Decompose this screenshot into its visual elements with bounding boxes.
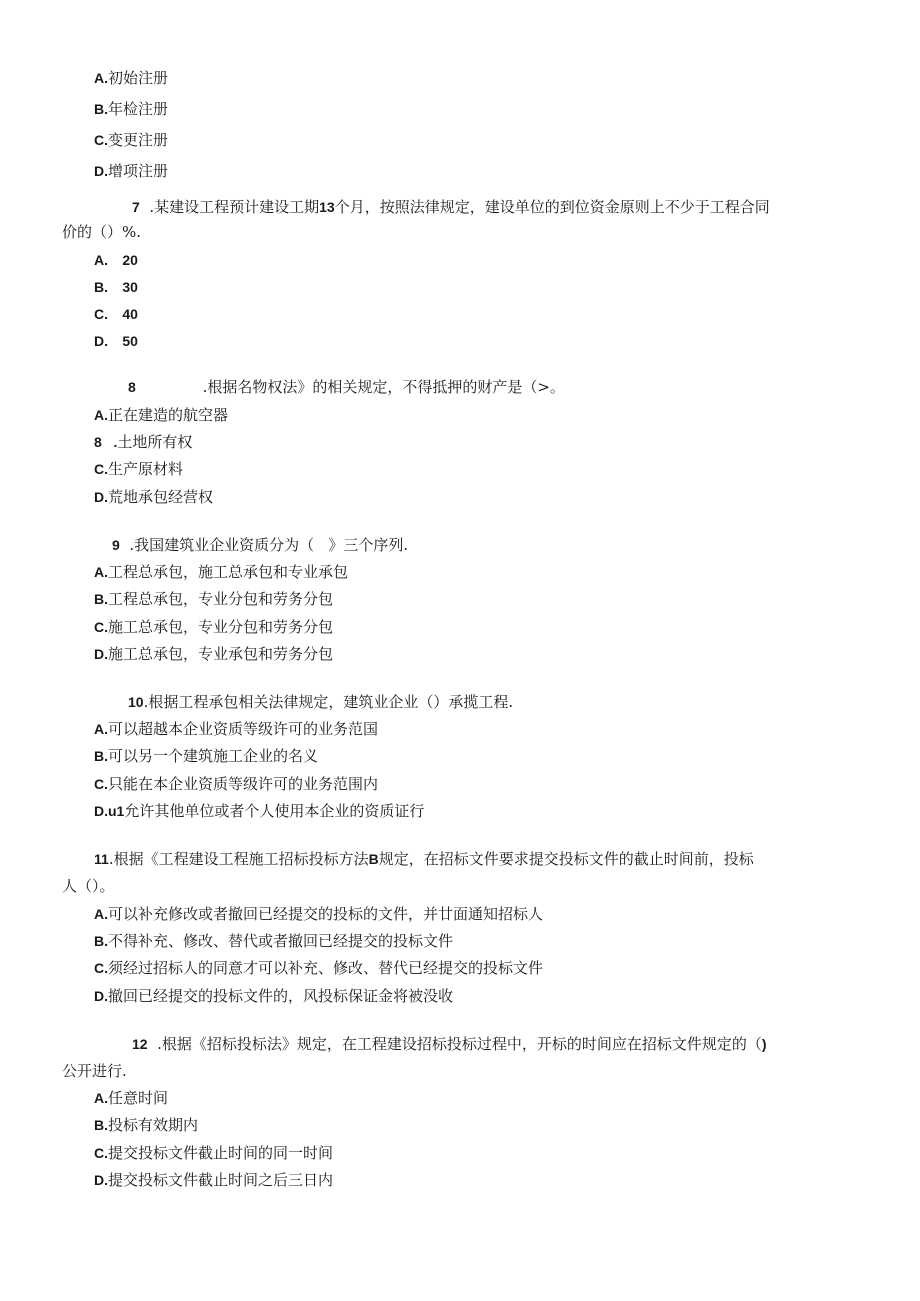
option-a: A.任意时间 <box>94 1089 169 1107</box>
option-c: C.提交投标文件截止时间的同一时间 <box>94 1144 334 1162</box>
option-d: D. 50 <box>94 333 138 349</box>
option-b: B.不得补充、修改、替代或者撤回已经提交的投标文件 <box>94 932 454 950</box>
question-10-stem: 10.根据工程承包相关法律规定，建筑业企业（）承揽工程. <box>128 693 514 711</box>
option-c: C.变更注册 <box>94 131 169 149</box>
option-d: D.撤回已经提交的投标文件的，风投标保证金将被没收 <box>94 987 454 1005</box>
option-a: A.初始注册 <box>94 69 169 87</box>
option-d: D.施工总承包，专业承包和劳务分包 <box>94 645 334 663</box>
question-11-stem-cont: 人（）。 <box>62 877 115 895</box>
question-7-stem: 7 .某建设工程预计建设工期13个月，按照法律规定，建设单位的到位资金原则上不少于工程合同 <box>132 198 770 216</box>
option-b: B.可以另一个建筑施工企业的名义 <box>94 747 319 765</box>
option-b: B.工程总承包，专业分包和劳务分包 <box>94 590 334 608</box>
option-c: C. 40 <box>94 306 138 322</box>
option-b: B.年检注册 <box>94 100 169 118</box>
option-b: B. 30 <box>94 279 138 295</box>
question-9-stem: 9 .我国建筑业企业资质分为（ 》三个序列. <box>112 536 409 554</box>
option-d: D.u1允许其他单位或者个人使用本企业的资质证行 <box>94 802 425 820</box>
option-a: A.可以补充修改或者撤回已经提交的投标的文件，并廿面通知招标人 <box>94 905 544 923</box>
option-a: A.正在建造的航空器 <box>94 406 229 424</box>
option-b: 8 .土地所有权 <box>94 433 193 451</box>
question-12-stem: 12 .根据《招标投标法》规定，在工程建设招标投标过程中，开标的时间应在招标文件规定的（) <box>132 1035 767 1053</box>
question-11-stem: 11.根据《工程建设工程施工招标投标方法B规定，在招标文件要求提交投标文件的截止时间前，投标 <box>94 850 754 868</box>
option-a: A. 20 <box>94 252 138 268</box>
option-b: B.投标有效期内 <box>94 1116 199 1134</box>
option-a: A.工程总承包，施工总承包和专业承包 <box>94 563 349 581</box>
option-c: C.只能在本企业资质等级许可的业务范围内 <box>94 775 379 793</box>
option-c: C.施工总承包，专业分包和劳务分包 <box>94 618 334 636</box>
option-c: C.生产原材料 <box>94 460 184 478</box>
question-8-stem: 8 .根据名物权法》的相关规定，不得抵押的财产是（>。 <box>128 378 565 396</box>
option-c: C.须经过招标人的同意才可以补充、修改、替代已经提交的投标文件 <box>94 959 544 977</box>
question-12-stem-cont: 公开进行. <box>62 1062 127 1080</box>
question-7-stem-cont: 价的（）%. <box>62 223 142 241</box>
option-d: D.增项注册 <box>94 162 169 180</box>
option-d: D.荒地承包经营权 <box>94 488 214 506</box>
option-d: D.提交投标文件截止时间之后三日内 <box>94 1171 334 1189</box>
option-a: A.可以超越本企业资质等级许可的业务范国 <box>94 720 379 738</box>
